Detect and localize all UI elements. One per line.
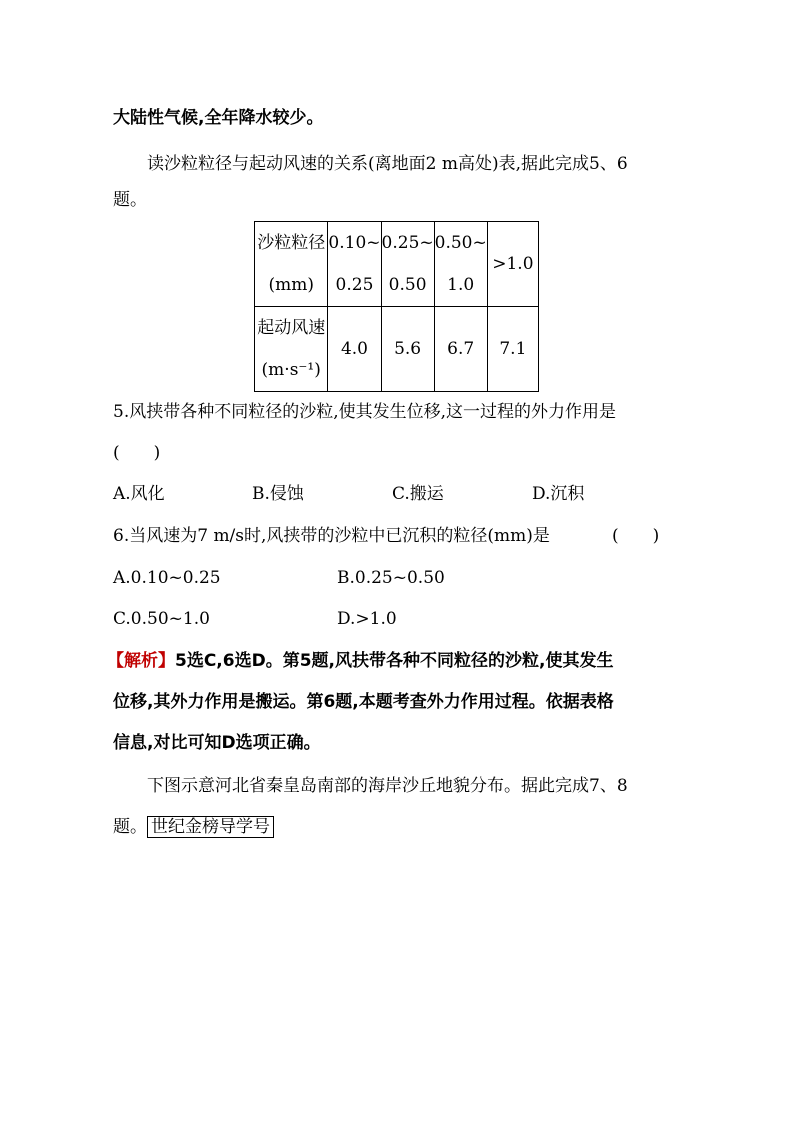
table-cell: [434, 222, 487, 307]
analysis-tag: 【解析】: [107, 651, 175, 671]
q78-prompt-prefix: 题。: [113, 817, 147, 837]
table-header-cell: [255, 222, 328, 307]
q6-option-d: D.>1.0: [337, 609, 397, 629]
table-cell-text: 1.0: [447, 275, 475, 295]
q78-prompt-line1: 下图示意河北省秦皇岛南部的海岸沙丘地貌分布。据此完成7、8: [147, 776, 628, 796]
table-cell: 5.6: [381, 307, 434, 392]
q6-answer-paren: ( ): [612, 526, 660, 546]
table-row: [255, 222, 539, 307]
table-header-text: 沙粒粒径: [257, 233, 326, 253]
table-cell-text: 0.50: [388, 275, 427, 295]
analysis-line3: 信息,对比可知D选项正确。: [113, 733, 321, 753]
source-badge: 世纪金榜导学号: [147, 816, 274, 838]
analysis-line1-text: 5选C,6选D。第5题,风扶带各种不同粒径的沙粒,使其发生: [175, 651, 614, 671]
table-cell-text: >1.0: [492, 254, 534, 274]
table-cell: 6.7: [434, 307, 487, 392]
table-row: [255, 307, 539, 392]
q5-stem: 5.风挟带各种不同粒径的沙粒,使其发生位移,这一过程的外力作用是: [113, 402, 617, 422]
table-header-unit: (mm): [268, 275, 314, 295]
table-cell: 7.1: [487, 307, 538, 392]
q6-option-a: A.0.10~0.25: [113, 568, 221, 588]
q56-prompt-line1: 读沙粒粒径与起动风速的关系(离地面2 m高处)表,据此完成5、6: [147, 154, 628, 174]
analysis-line2: 位移,其外力作用是搬运。第6题,本题考查外力作用过程。依据表格: [113, 692, 614, 712]
q5-option-a: A.风化: [113, 484, 165, 504]
table-cell: [381, 222, 434, 307]
intro-line: 大陆性气候,全年降水较少。: [113, 108, 324, 128]
q6-option-c: C.0.50~1.0: [113, 609, 210, 629]
q56-prompt-line2: 题。: [113, 190, 147, 210]
table-cell-text: 0.25~: [381, 233, 434, 253]
q6-stem: 6.当风速为7 m/s时,风挟带的沙粒中已沉积的粒径(mm)是: [113, 526, 550, 546]
analysis-line1: [107, 649, 613, 673]
q5-answer-paren: ( ): [113, 443, 161, 463]
q78-prompt-line2: [113, 815, 274, 839]
sand-wind-table: [254, 221, 539, 392]
table-cell-text: 0.10~: [328, 233, 381, 253]
q6-option-b: B.0.25~0.50: [337, 568, 445, 588]
q5-option-b: B.侵蚀: [252, 484, 304, 504]
table-header-unit: (m·s⁻¹): [261, 360, 321, 380]
table-cell: [487, 222, 538, 307]
table-cell-text: 0.50~: [434, 233, 487, 253]
table-cell: 4.0: [328, 307, 381, 392]
table-header-text: 起动风速: [257, 318, 326, 338]
table-header-cell: [255, 307, 328, 392]
table-cell: [328, 222, 381, 307]
q5-option-d: D.沉积: [532, 484, 585, 504]
table-cell-text: 0.25: [335, 275, 374, 295]
q5-option-c: C.搬运: [392, 484, 444, 504]
